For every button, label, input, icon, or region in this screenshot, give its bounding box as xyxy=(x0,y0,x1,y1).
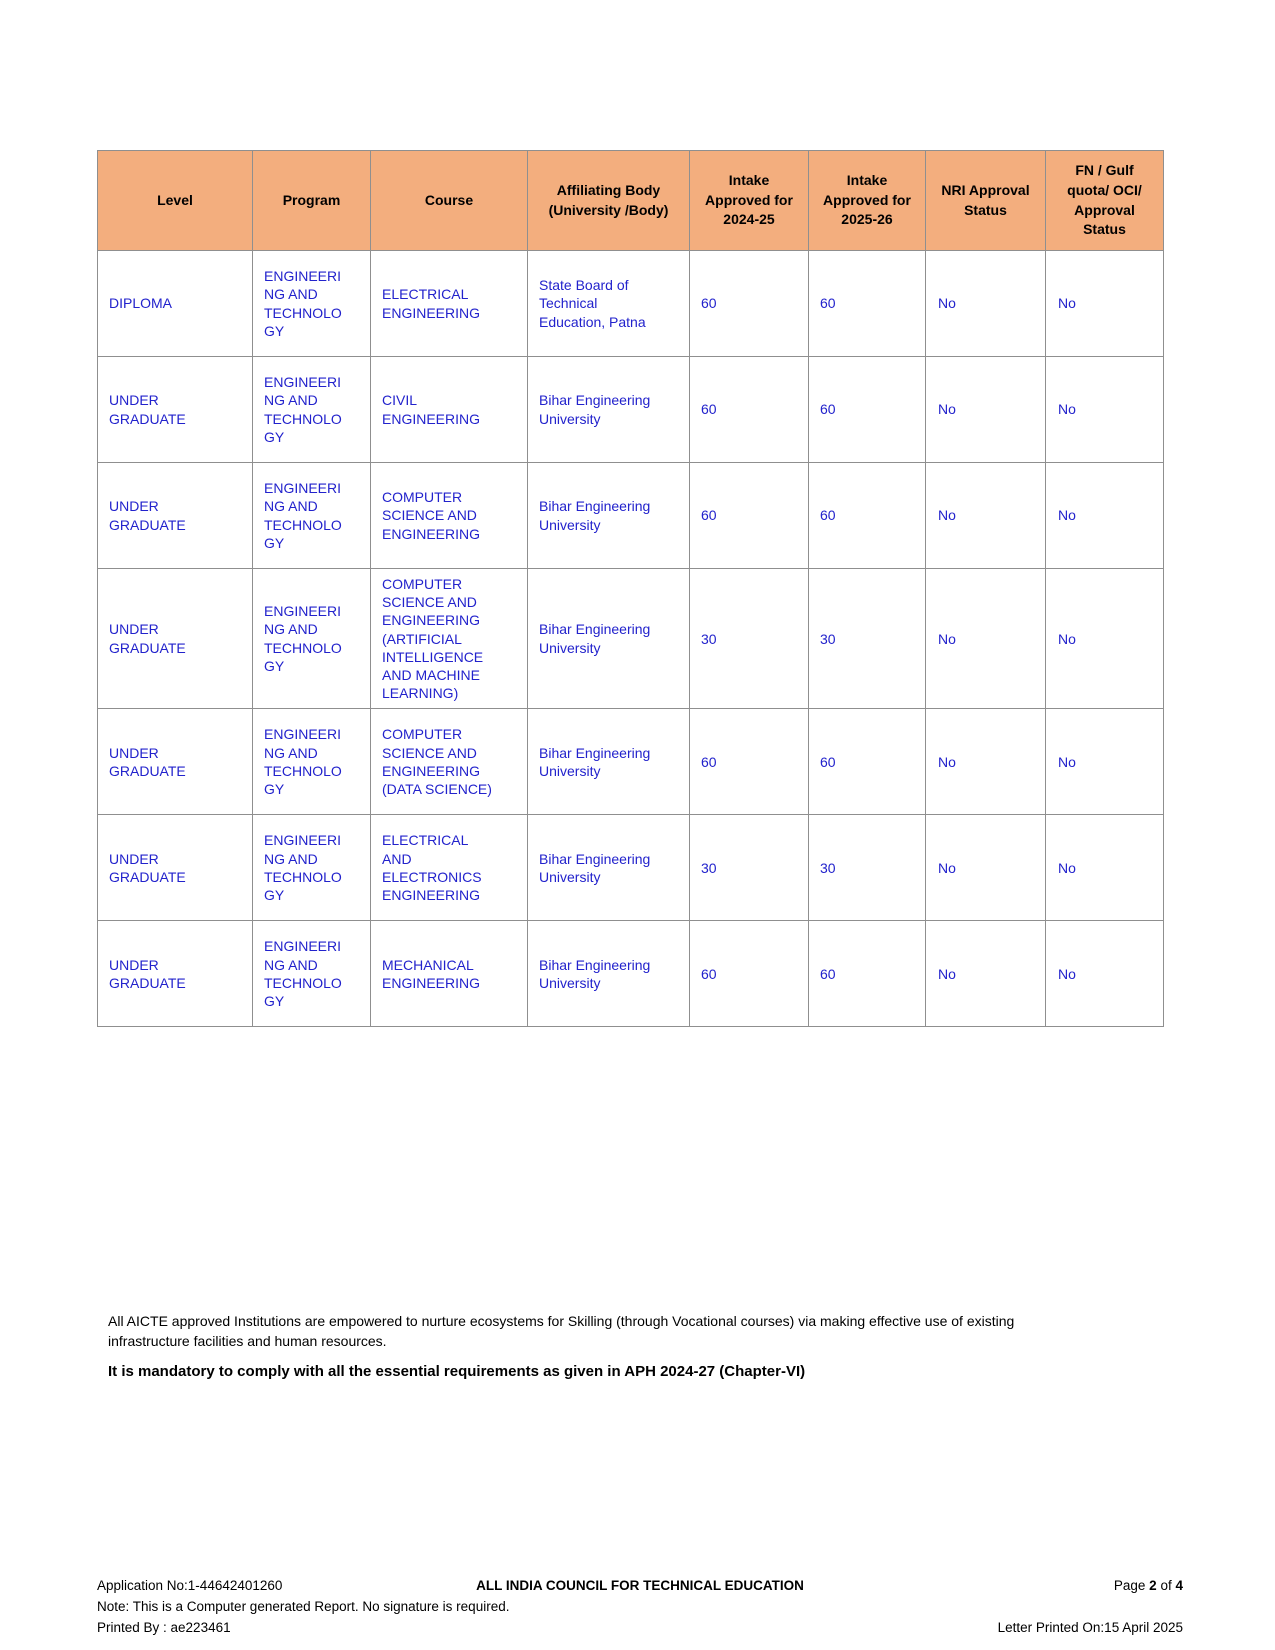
cell-intake-2024-25: 60 xyxy=(690,463,809,569)
cell-level: UNDER GRADUATE xyxy=(98,709,253,815)
cell-intake-2024-25: 30 xyxy=(690,815,809,921)
letter-printed-on: Letter Printed On:15 April 2025 xyxy=(997,1620,1183,1635)
column-header-affiliating-body: Affiliating Body (University /Body) xyxy=(528,151,690,251)
cell-nri-approval: No xyxy=(926,569,1046,709)
cell-course: COMPUTER SCIENCE AND ENGINEERING (ARTIFICIAL INTELLIGENCE AND MACHINE LEARNING) xyxy=(371,569,528,709)
column-header-level: Level xyxy=(98,151,253,251)
cell-intake-2024-25: 60 xyxy=(690,251,809,357)
cell-program: ENGINEERING AND TECHNOLOGY xyxy=(253,251,371,357)
cell-intake-2024-25: 30 xyxy=(690,569,809,709)
cell-program: ENGINEERING AND TECHNOLOGY xyxy=(253,709,371,815)
footer-line-1 xyxy=(97,1575,1183,1596)
page-of-word: of xyxy=(1160,1578,1172,1593)
cell-fn-gulf-oci: No xyxy=(1046,709,1164,815)
cell-fn-gulf-oci: No xyxy=(1046,569,1164,709)
cell-affiliating-body: Bihar Engineering University xyxy=(528,357,690,463)
cell-nri-approval: No xyxy=(926,921,1046,1027)
cell-intake-2025-26: 30 xyxy=(809,569,926,709)
cell-level: UNDER GRADUATE xyxy=(98,569,253,709)
cell-affiliating-body: Bihar Engineering University xyxy=(528,463,690,569)
cell-level: UNDER GRADUATE xyxy=(98,921,253,1027)
cell-program: ENGINEERING AND TECHNOLOGY xyxy=(253,357,371,463)
computer-generated-note: Note: This is a Computer generated Report. No signature is required. xyxy=(97,1599,510,1614)
cell-course: CIVIL ENGINEERING xyxy=(371,357,528,463)
table-header-row xyxy=(98,151,1164,251)
cell-program: ENGINEERING AND TECHNOLOGY xyxy=(253,921,371,1027)
cell-course: MECHANICAL ENGINEERING xyxy=(371,921,528,1027)
printed-by: Printed By : ae223461 xyxy=(97,1620,231,1635)
cell-fn-gulf-oci: No xyxy=(1046,921,1164,1027)
table-row xyxy=(98,251,1164,357)
column-header-program: Program xyxy=(253,151,371,251)
cell-program: ENGINEERING AND TECHNOLOGY xyxy=(253,815,371,921)
cell-course: COMPUTER SCIENCE AND ENGINEERING (DATA SCIENCE) xyxy=(371,709,528,815)
cell-course: COMPUTER SCIENCE AND ENGINEERING xyxy=(371,463,528,569)
cell-nri-approval: No xyxy=(926,251,1046,357)
cell-fn-gulf-oci: No xyxy=(1046,463,1164,569)
table-header xyxy=(98,151,1164,251)
table-body xyxy=(98,251,1164,1027)
cell-intake-2025-26: 60 xyxy=(809,709,926,815)
cell-fn-gulf-oci: No xyxy=(1046,357,1164,463)
cell-affiliating-body: Bihar Engineering University xyxy=(528,815,690,921)
table-row xyxy=(98,921,1164,1027)
notes-section xyxy=(108,1312,1093,1382)
table-row xyxy=(98,569,1164,709)
page-total: 4 xyxy=(1175,1578,1183,1593)
table-row xyxy=(98,815,1164,921)
cell-nri-approval: No xyxy=(926,463,1046,569)
approved-courses-table xyxy=(97,150,1164,1027)
cell-course: ELECTRICAL AND ELECTRONICS ENGINEERING xyxy=(371,815,528,921)
application-number: Application No:1-44642401260 xyxy=(97,1578,283,1593)
cell-nri-approval: No xyxy=(926,815,1046,921)
cell-affiliating-body: Bihar Engineering University xyxy=(528,921,690,1027)
cell-level: UNDER GRADUATE xyxy=(98,815,253,921)
cell-affiliating-body: State Board of Technical Education, Patna xyxy=(528,251,690,357)
cell-intake-2024-25: 60 xyxy=(690,709,809,815)
cell-program: ENGINEERING AND TECHNOLOGY xyxy=(253,463,371,569)
column-header-nri-approval: NRI Approval Status xyxy=(926,151,1046,251)
cell-course: ELECTRICAL ENGINEERING xyxy=(371,251,528,357)
cell-fn-gulf-oci: No xyxy=(1046,251,1164,357)
page-word: Page xyxy=(1113,1578,1146,1593)
page-number: 2 xyxy=(1149,1578,1157,1593)
cell-level: DIPLOMA xyxy=(98,251,253,357)
cell-intake-2025-26: 60 xyxy=(809,357,926,463)
cell-intake-2025-26: 30 xyxy=(809,815,926,921)
footer-line-2 xyxy=(97,1596,1183,1617)
cell-affiliating-body: Bihar Engineering University xyxy=(528,709,690,815)
table-row xyxy=(98,463,1164,569)
page-indicator xyxy=(1114,1575,1183,1596)
page-footer xyxy=(97,1575,1183,1638)
cell-program: ENGINEERING AND TECHNOLOGY xyxy=(253,569,371,709)
skilling-note: All AICTE approved Institutions are empowered to nurture ecosystems for Skilling (through Vocational courses) via making effective use of existing infrastructure facilities and human resources. xyxy=(108,1313,1015,1349)
mandatory-note: It is mandatory to comply with all the essential requirements as given in APH 2024-27 (Chapter-VI) xyxy=(108,1362,806,1380)
cell-intake-2024-25: 60 xyxy=(690,921,809,1027)
column-header-intake-2024-25: Intake Approved for 2024-25 xyxy=(690,151,809,251)
cell-affiliating-body: Bihar Engineering University xyxy=(528,569,690,709)
footer-line-3 xyxy=(97,1617,1183,1638)
cell-intake-2025-26: 60 xyxy=(809,463,926,569)
cell-nri-approval: No xyxy=(926,709,1046,815)
table-row xyxy=(98,357,1164,463)
cell-intake-2025-26: 60 xyxy=(809,921,926,1027)
council-name: ALL INDIA COUNCIL FOR TECHNICAL EDUCATION xyxy=(476,1578,804,1593)
column-header-course: Course xyxy=(371,151,528,251)
cell-level: UNDER GRADUATE xyxy=(98,357,253,463)
table-row xyxy=(98,709,1164,815)
column-header-intake-2025-26: Intake Approved for 2025-26 xyxy=(809,151,926,251)
column-header-fn-gulf-oci: FN / Gulf quota/ OCI/ Approval Status xyxy=(1046,151,1164,251)
cell-intake-2025-26: 60 xyxy=(809,251,926,357)
cell-fn-gulf-oci: No xyxy=(1046,815,1164,921)
cell-intake-2024-25: 60 xyxy=(690,357,809,463)
cell-level: UNDER GRADUATE xyxy=(98,463,253,569)
cell-nri-approval: No xyxy=(926,357,1046,463)
